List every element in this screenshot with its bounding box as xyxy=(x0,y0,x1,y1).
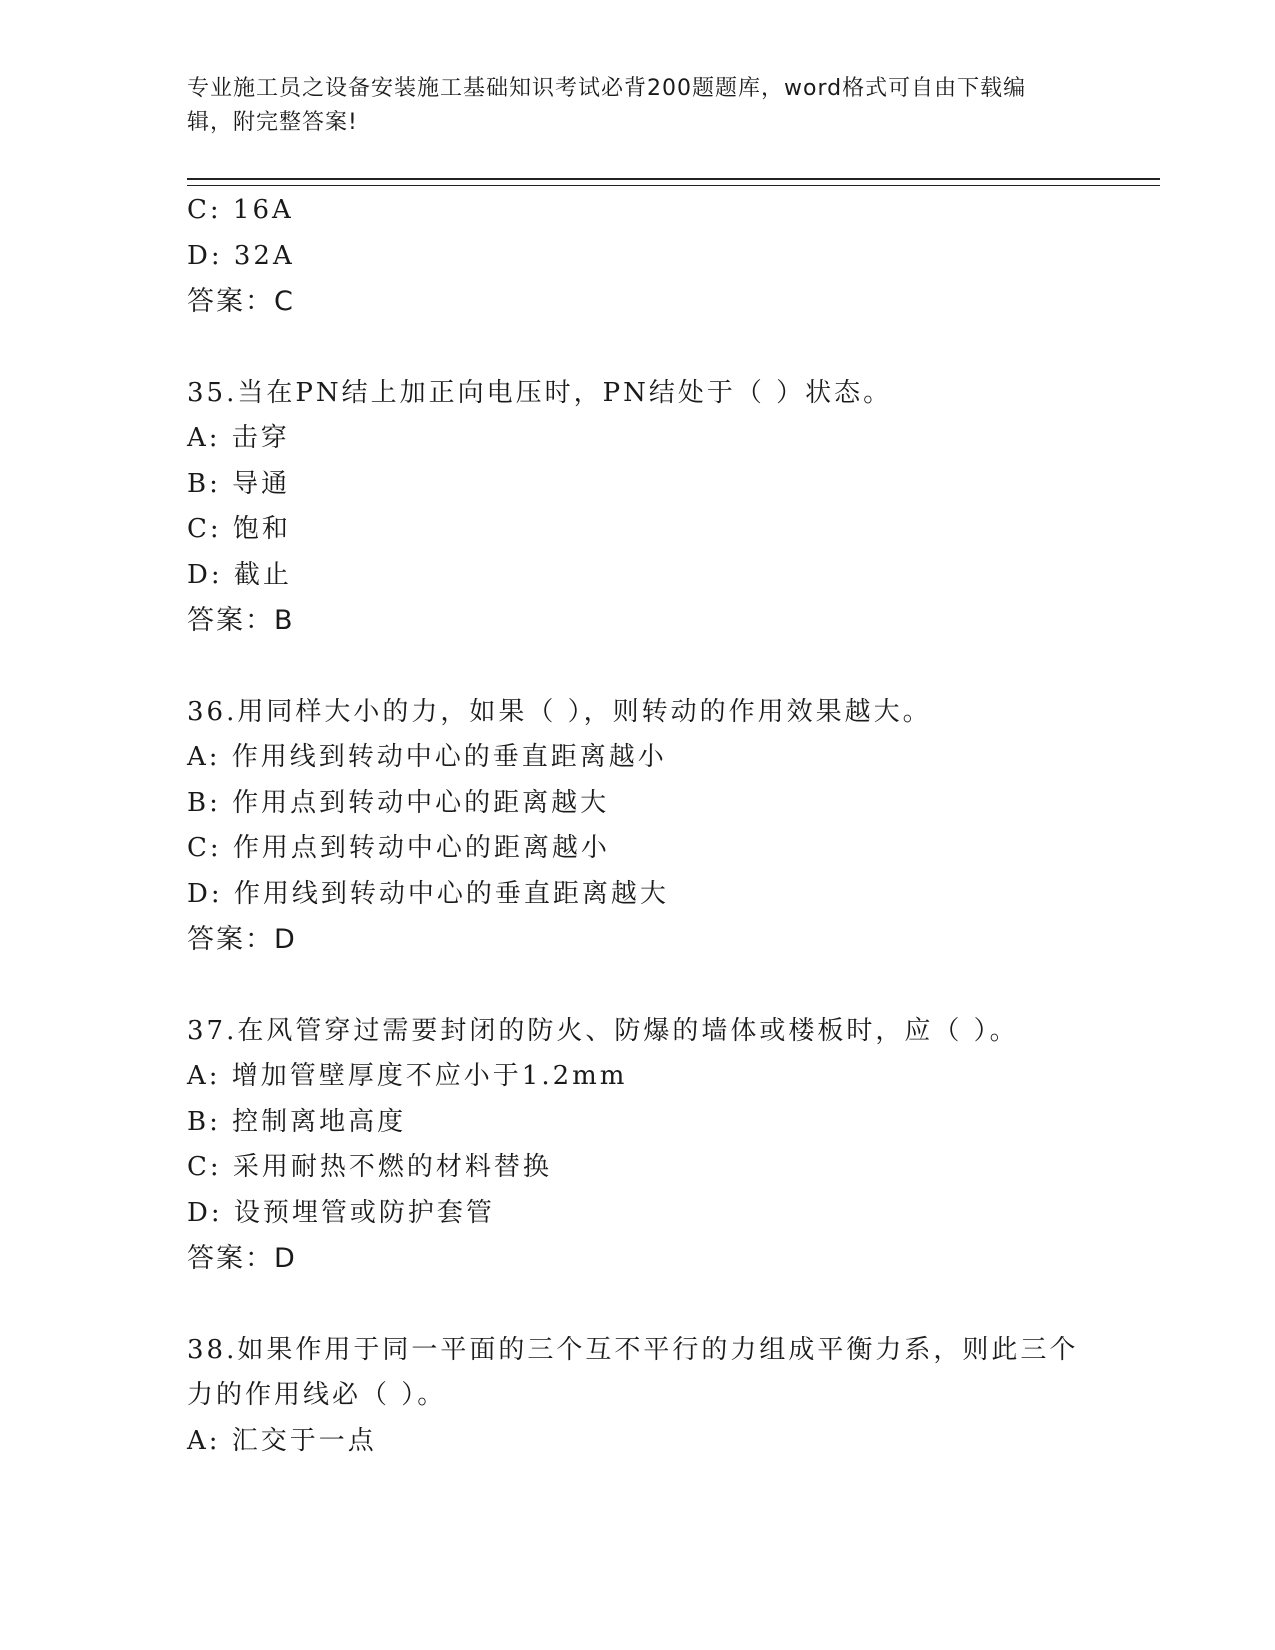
option-b: B: 导通 xyxy=(187,468,291,499)
question-36: 36.用同样大小的力，如果（ ），则转动的作用效果越大。 xyxy=(187,696,932,727)
option-c: C: 16A xyxy=(187,195,294,225)
header-divider xyxy=(187,178,1160,186)
option-d: D: 作用线到转动中心的垂直距离越大 xyxy=(187,878,669,909)
option-a: A: 汇交于一点 xyxy=(187,1425,377,1456)
option-a: A: 作用线到转动中心的垂直距离越小 xyxy=(187,742,667,772)
option-b: B: 控制离地高度 xyxy=(187,1106,407,1137)
question-38: 38.如果作用于同一平面的三个互不平行的力组成平衡力系，则此三个力的作用线必（ ）。 xyxy=(187,1334,1079,1410)
option-d: D: 设预埋管或防护套管 xyxy=(187,1197,495,1228)
answer-line: 答案：D xyxy=(187,1243,297,1274)
option-d: D: 32A xyxy=(187,240,295,271)
option-a: A: 增加管壁厚度不应小于1.2mm xyxy=(187,1061,628,1091)
option-c: C: 采用耐热不燃的材料替换 xyxy=(187,1152,552,1182)
option-d: D: 截止 xyxy=(187,559,292,590)
option-c: C: 作用点到转动中心的距离越小 xyxy=(187,833,610,863)
option-c: C: 饱和 xyxy=(187,514,291,544)
question-35: 35.当在PN结上加正向电压时，PN结处于（ ）状态。 xyxy=(187,377,893,408)
answer-line: 答案：B xyxy=(187,605,295,636)
answer-line: 答案：C xyxy=(187,286,295,317)
question-37: 37.在风管穿过需要封闭的防火、防爆的墙体或楼板时，应（ ）。 xyxy=(187,1015,1019,1046)
answer-line: 答案：D xyxy=(187,924,297,955)
document-body xyxy=(187,188,1107,1464)
option-a: A: 击穿 xyxy=(187,423,290,453)
document-header: 专业施工员之设备安装施工基础知识考试必背200题题库，word格式可自由下载编辑，附完整答案! xyxy=(187,76,1027,135)
option-b: B: 作用点到转动中心的距离越大 xyxy=(187,787,610,818)
